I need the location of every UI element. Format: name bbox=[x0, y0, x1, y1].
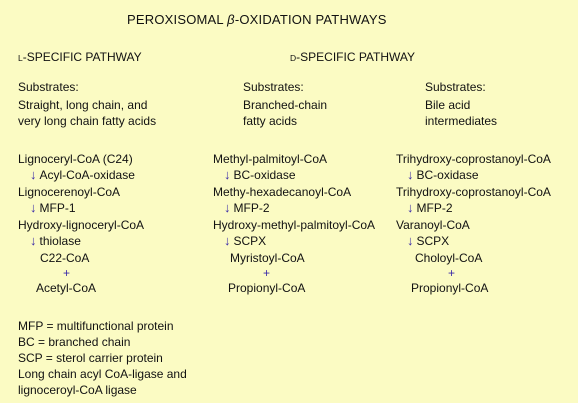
legend-line: SCP = sterol carrier protein bbox=[18, 351, 163, 365]
down-arrow-icon: ↓ bbox=[224, 167, 231, 182]
branched-substrate-line: Branched-chain bbox=[243, 98, 328, 112]
l-substrate-1: Lignoceryl-CoA (C24) bbox=[18, 152, 133, 166]
branched-substrate-2: Methy-hexadecanoyl-CoA bbox=[213, 185, 352, 199]
l-header-letter: L bbox=[18, 53, 23, 63]
bile-enzyme-1 bbox=[407, 167, 479, 183]
l-product-1: C22-CoA bbox=[40, 251, 90, 265]
down-arrow-icon: ↓ bbox=[224, 200, 231, 215]
enzyme-label: SCPX bbox=[233, 234, 267, 248]
l-substrate-line: Straight, long chain, and bbox=[18, 98, 148, 112]
l-substrates-label: Substrates: bbox=[18, 80, 79, 94]
l-header-rest: -SPECIFIC PATHWAY bbox=[22, 50, 142, 64]
branched-substrate-1: Methyl-palmitoyl-CoA bbox=[213, 152, 328, 166]
l-product-2: Acetyl-CoA bbox=[36, 281, 97, 295]
legend-line: MFP = multifunctional protein bbox=[18, 319, 174, 333]
l-enzyme-3 bbox=[30, 233, 81, 249]
d-pathway-header bbox=[290, 49, 415, 66]
down-arrow-icon: ↓ bbox=[407, 200, 414, 215]
down-arrow-icon: ↓ bbox=[30, 200, 37, 215]
l-substrate-3: Hydroxy-lignoceryl-CoA bbox=[18, 218, 145, 232]
plus-icon: + bbox=[63, 266, 71, 280]
title-prefix: PEROXISOMAL bbox=[127, 12, 228, 27]
enzyme-label: MFP-1 bbox=[39, 201, 76, 215]
beta-symbol: β bbox=[227, 12, 235, 27]
down-arrow-icon: ↓ bbox=[407, 167, 414, 182]
l-substrate-line: very long chain fatty acids bbox=[18, 114, 157, 128]
l-substrate-2: Lignocerenoyl-CoA bbox=[18, 185, 121, 199]
down-arrow-icon: ↓ bbox=[30, 167, 37, 182]
bile-substrate-line: intermediates bbox=[425, 114, 498, 128]
title-suffix: -OXIDATION PATHWAYS bbox=[234, 12, 387, 27]
enzyme-label: MFP-2 bbox=[233, 201, 270, 215]
branched-substrates-label: Substrates: bbox=[243, 80, 304, 94]
enzyme-label: thiolase bbox=[39, 234, 81, 248]
legend-line: lignoceroyl-CoA ligase bbox=[18, 383, 137, 397]
bile-enzyme-3 bbox=[407, 233, 449, 249]
legend-line: Long chain acyl CoA-ligase and bbox=[18, 367, 187, 381]
bile-substrate-2: Trihydroxy-coprostanoyl-CoA bbox=[396, 185, 551, 199]
d-header-letter: D bbox=[290, 53, 297, 63]
legend-line: BC = branched chain bbox=[18, 335, 131, 349]
enzyme-label: BC-oxidase bbox=[233, 168, 296, 182]
bile-enzyme-2 bbox=[407, 200, 453, 216]
bile-product-1: Choloyl-CoA bbox=[415, 251, 483, 265]
l-enzyme-1 bbox=[30, 167, 135, 183]
bile-substrate-3: Varanoyl-CoA bbox=[396, 218, 470, 232]
branched-product-2: Propionyl-CoA bbox=[228, 281, 306, 295]
enzyme-label: MFP-2 bbox=[416, 201, 453, 215]
down-arrow-icon: ↓ bbox=[407, 233, 414, 248]
enzyme-label: Acyl-CoA-oxidase bbox=[39, 168, 135, 182]
enzyme-label: SCPX bbox=[416, 234, 450, 248]
down-arrow-icon: ↓ bbox=[224, 233, 231, 248]
enzyme-label: BC-oxidase bbox=[416, 168, 479, 182]
d-header-rest: -SPECIFIC PATHWAY bbox=[296, 50, 416, 64]
down-arrow-icon: ↓ bbox=[30, 233, 37, 248]
branched-product-1: Myristoyl-CoA bbox=[230, 251, 305, 265]
branched-substrate-line: fatty acids bbox=[243, 114, 298, 128]
branched-enzyme-1 bbox=[224, 167, 296, 183]
plus-icon: + bbox=[448, 266, 456, 280]
bile-product-2: Propionyl-CoA bbox=[411, 281, 489, 295]
bile-substrates-label: Substrates: bbox=[425, 80, 486, 94]
diagram-title bbox=[127, 12, 387, 28]
bile-substrate-line: Bile acid bbox=[425, 98, 471, 112]
branched-enzyme-2 bbox=[224, 200, 270, 216]
l-pathway-header bbox=[18, 49, 142, 66]
plus-icon: + bbox=[263, 266, 271, 280]
branched-enzyme-3 bbox=[224, 233, 266, 249]
branched-substrate-3: Hydroxy-methyl-palmitoyl-CoA bbox=[213, 218, 376, 232]
bile-substrate-1: Trihydroxy-coprostanoyl-CoA bbox=[396, 152, 551, 166]
l-enzyme-2 bbox=[30, 200, 76, 216]
